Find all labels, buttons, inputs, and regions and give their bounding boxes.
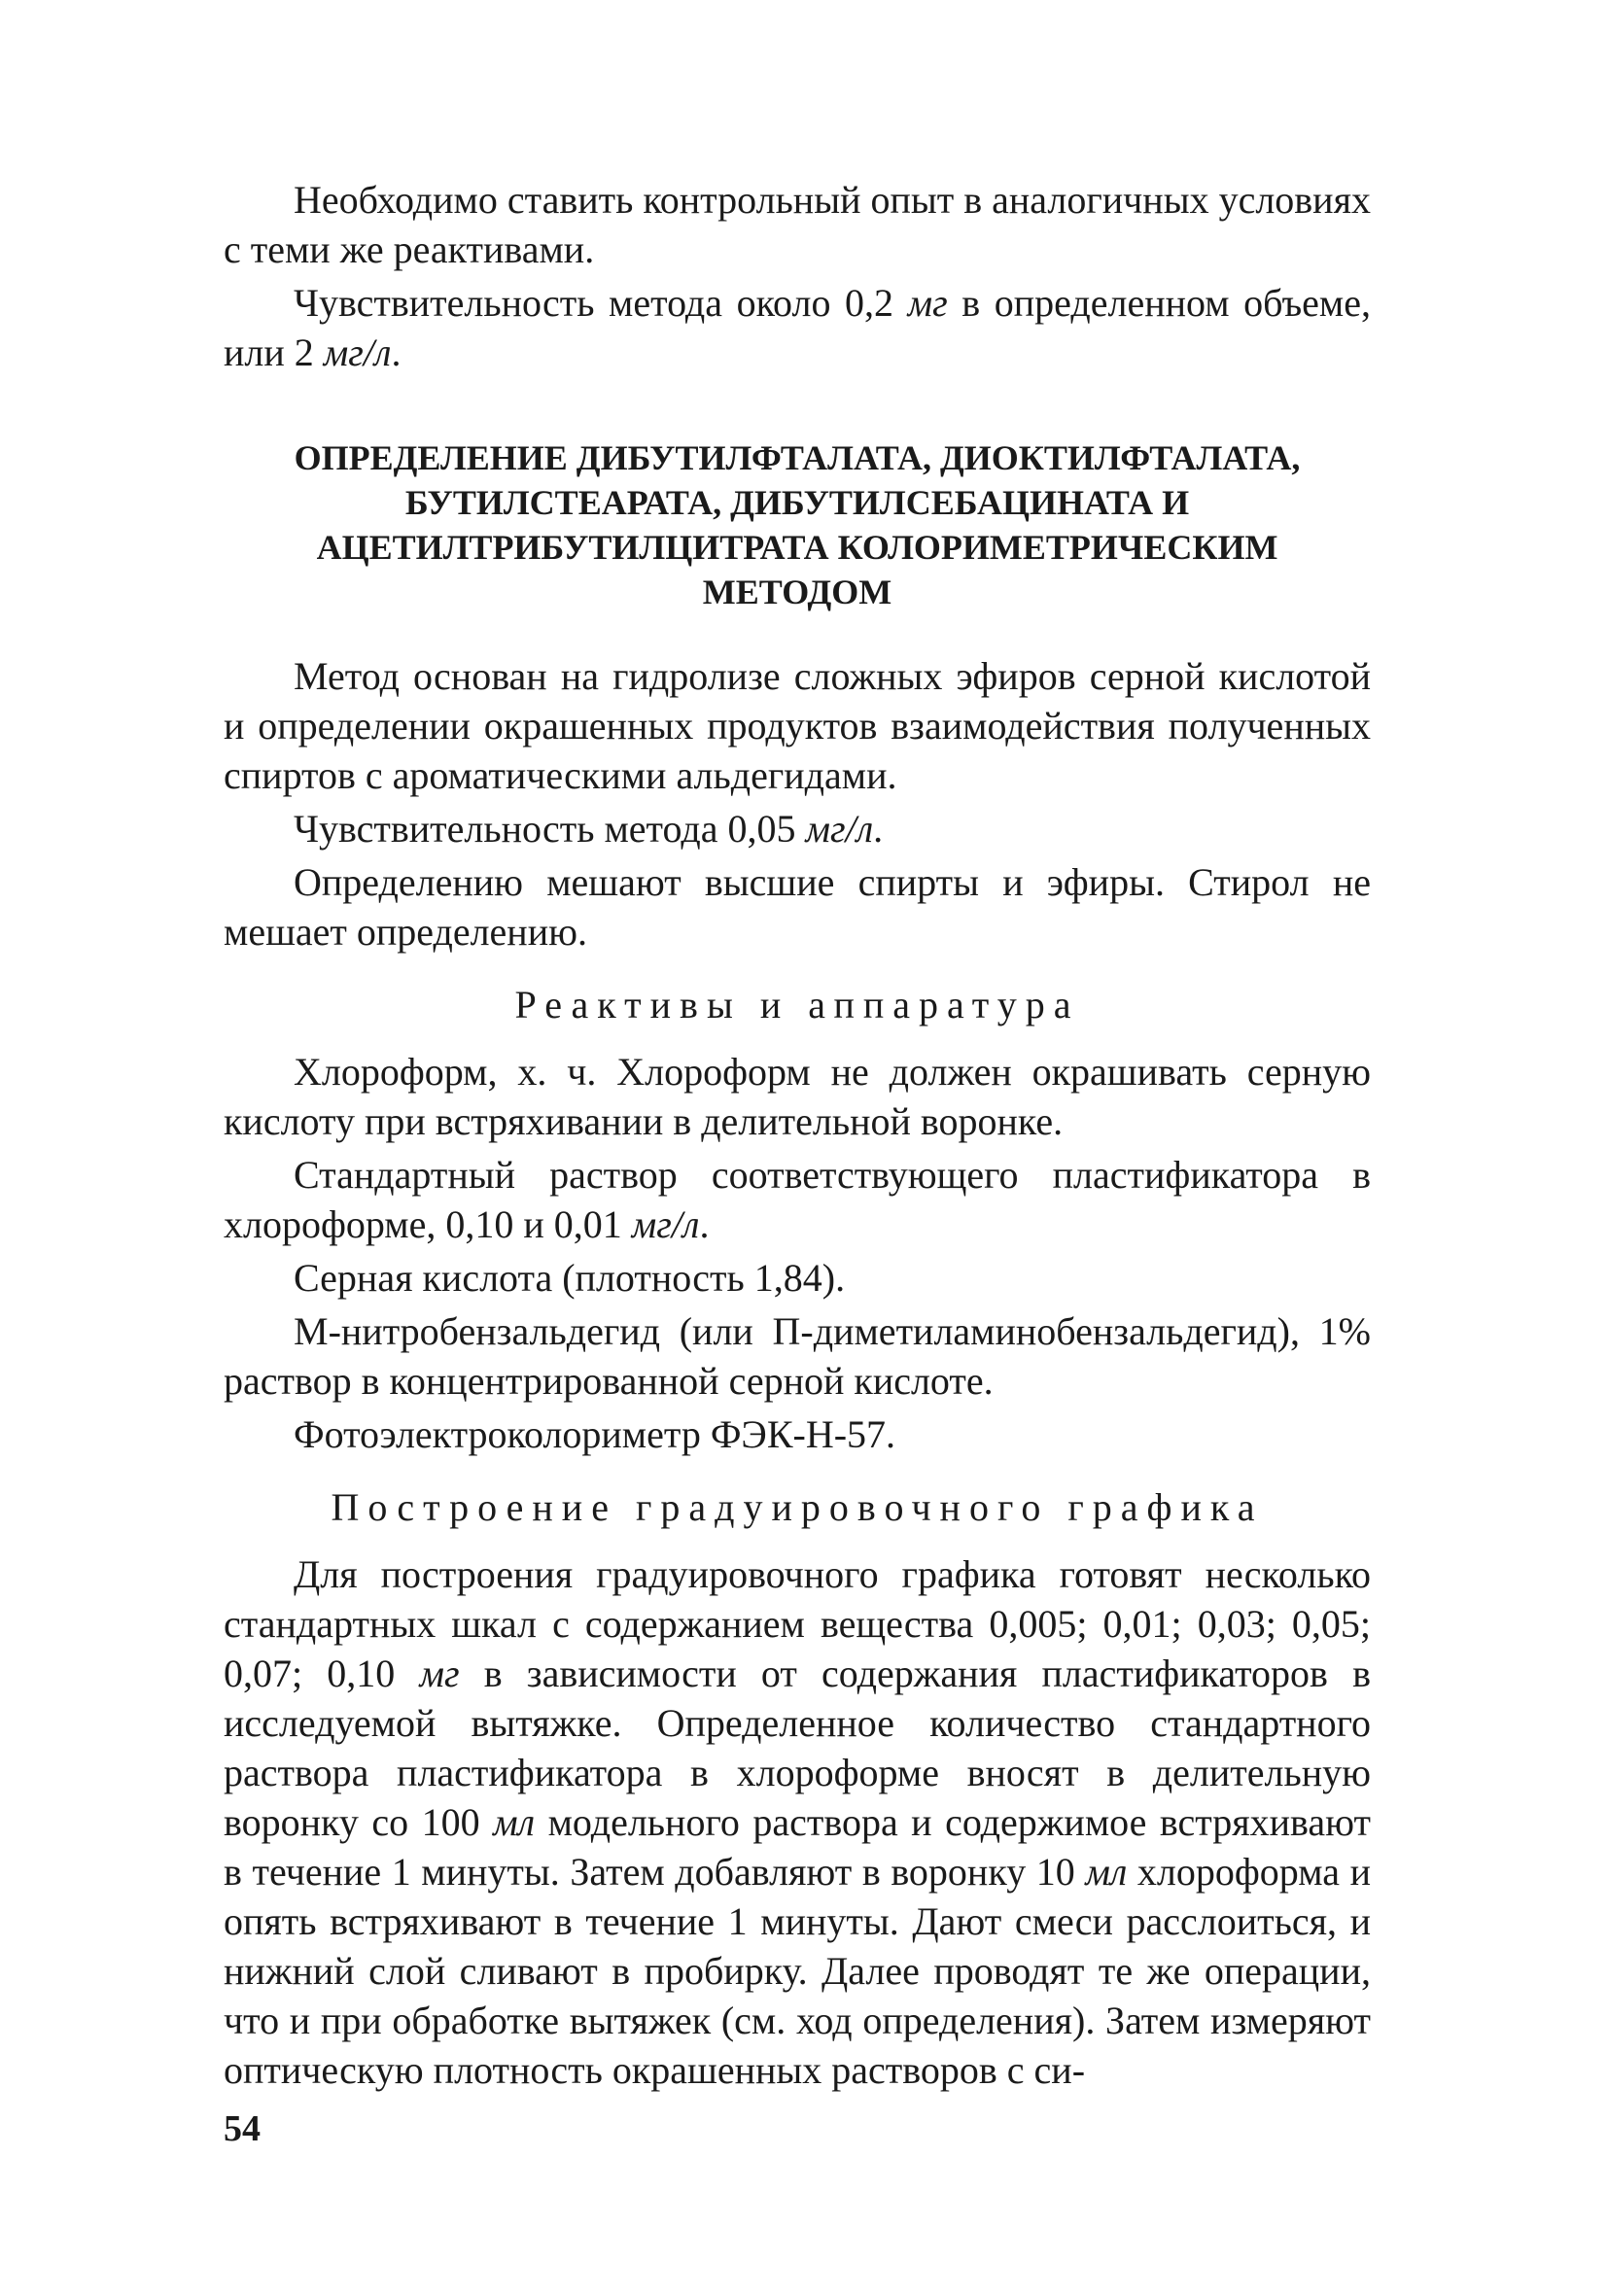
- reagents-paragraph-5: Фотоэлектроколориметр ФЭК-Н-57.: [294, 1412, 896, 1456]
- calibration-subheading: Построение градуировочного графика: [331, 1485, 1264, 1529]
- method-paragraph-3: Определению мешают высшие спирты и эфиры. Стирол не мешает определению.: [224, 860, 1371, 954]
- page-number: 54: [224, 2108, 261, 2149]
- method-paragraph-1: Метод основан на гидролизе сложных эфиров серной кислотой и определении окрашенных продуктов взаимодействия полученных спиртов с ароматическими альдегидами.: [224, 654, 1371, 797]
- intro-paragraph-1: Необходимо ставить контрольный опыт в аналогичных условиях с теми же реактивами.: [224, 178, 1371, 271]
- reagents-paragraph-3: Серная кислота (плотность 1,84).: [294, 1256, 846, 1300]
- reagents-paragraph-1: Хлороформ, х. ч. Хлороформ не должен окрашивать серную кислоту при встряхивании в делительной воронке.: [224, 1050, 1371, 1143]
- method-paragraph-2: Чувствительность метода 0,05 мг/л.: [294, 807, 884, 851]
- reagents-paragraph-4: М-нитробензальдегид (или П-диметиламинобензальдегид), 1% раствор в концентрированной серной кислоте.: [224, 1309, 1371, 1403]
- section-title: ОПРЕДЕЛЕНИЕ ДИБУТИЛФТАЛАТА, ДИОКТИЛФТАЛАТА, БУТИЛСТЕАРАТА, ДИБУТИЛСЕБАЦИНАТА И АЦЕТИЛТРИБУТИЛЦИТРАТА КОЛОРИМЕТРИЧЕСКИМ МЕТОДОМ: [294, 438, 1301, 611]
- intro-paragraph-2: Чувствительность метода около 0,2 мг в определенном объеме, или 2 мг/л.: [224, 281, 1371, 374]
- reagents-paragraph-2: Стандартный раствор соответствующего пластификатора в хлороформе, 0,10 и 0,01 мг/л.: [224, 1153, 1371, 1246]
- calibration-paragraph: Для построения градуировочного графика готовят несколько стандартных шкал с содержанием вещества 0,005; 0,01; 0,03; 0,05; 0,07; 0,10 мг в зависимости от содержания пластификаторов в исследуемой вытяжке. Определенное количество стандартного раствора пластификатора в хлороформе вносят в делительную воронку со 100 мл модельного раствора и содержимое встряхивают в течение 1 минуты. Затем добавляют в воронку 10 мл хлороформа и опять встряхивают в течение 1 минуты. Дают смеси расслоиться, и нижний слой сливают в пробирку. Далее проводят те же операции, что и при обработке вытяжек (см. ход определения). Затем измеряют оптическую плотность окрашенных растворов с си-: [224, 1552, 1371, 2092]
- page-body: [224, 175, 1371, 2095]
- reagents-subheading: Реактивы и аппаратура: [514, 983, 1080, 1026]
